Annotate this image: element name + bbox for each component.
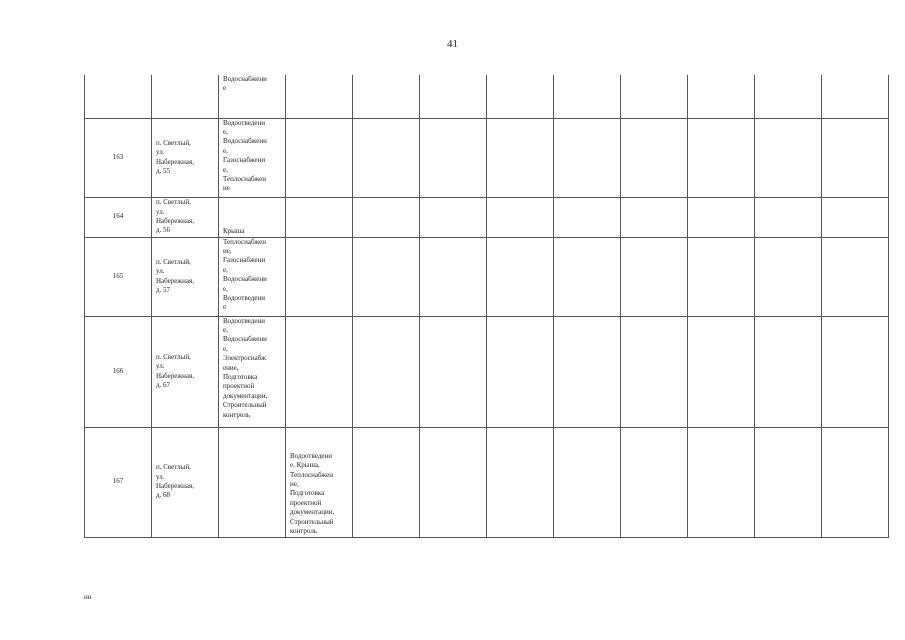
empty-cell	[554, 427, 621, 537]
row-number-cell: 167	[85, 427, 152, 537]
works-table	[84, 75, 889, 538]
empty-cell	[621, 75, 688, 118]
empty-cell	[353, 197, 420, 237]
empty-cell	[822, 316, 889, 427]
empty-cell	[755, 316, 822, 427]
empty-cell	[755, 197, 822, 237]
empty-cell	[420, 427, 487, 537]
empty-cell	[755, 427, 822, 537]
address-cell: п. Светлый, ул. Набережная, д. 55	[152, 118, 219, 197]
empty-cell	[621, 197, 688, 237]
table-row	[85, 427, 889, 537]
empty-cell	[822, 118, 889, 197]
empty-cell	[688, 197, 755, 237]
empty-cell	[554, 118, 621, 197]
empty-cell	[487, 237, 554, 316]
empty-cell	[487, 75, 554, 118]
works-cell: Водоотведени е, Водоснабжени е, Газоснабжени е, Теплоснабжен ие	[219, 118, 286, 197]
table-row	[85, 118, 889, 197]
empty-cell	[621, 316, 688, 427]
empty-cell	[420, 197, 487, 237]
empty-cell	[822, 237, 889, 316]
empty-cell	[554, 197, 621, 237]
works-cell: Крыша	[219, 197, 286, 237]
empty-cell	[353, 75, 420, 118]
works-cell	[219, 427, 286, 537]
empty-cell	[621, 427, 688, 537]
works-cell-2	[286, 75, 353, 118]
works-cell: Водоснабжени е	[219, 75, 286, 118]
address-cell: п. Светлый, ул. Набережная, д. 67	[152, 316, 219, 427]
works-cell: Водоотведени е, Водоснабжени е, Электроснабж ение, Подготовка проектной документации, Строительный контроль	[219, 316, 286, 427]
row-number-cell: 165	[85, 237, 152, 316]
empty-cell	[755, 118, 822, 197]
works-cell-2	[286, 118, 353, 197]
empty-cell	[822, 75, 889, 118]
table-row	[85, 316, 889, 427]
address-cell	[152, 75, 219, 118]
empty-cell	[822, 197, 889, 237]
empty-cell	[688, 237, 755, 316]
works-cell-2	[286, 237, 353, 316]
table-row	[85, 75, 889, 118]
row-number-cell	[85, 75, 152, 118]
empty-cell	[755, 237, 822, 316]
empty-cell	[353, 427, 420, 537]
empty-cell	[688, 427, 755, 537]
empty-cell	[420, 237, 487, 316]
empty-cell	[487, 118, 554, 197]
row-number-cell: 166	[85, 316, 152, 427]
page-number: 41	[447, 38, 458, 50]
works-cell-2	[286, 197, 353, 237]
empty-cell	[554, 316, 621, 427]
empty-cell	[688, 316, 755, 427]
empty-cell	[420, 75, 487, 118]
address-cell: п. Светлый, ул. Набережная, д. 68	[152, 427, 219, 537]
empty-cell	[621, 118, 688, 197]
empty-cell	[688, 118, 755, 197]
empty-cell	[755, 75, 822, 118]
empty-cell	[487, 427, 554, 537]
row-number-cell: 163	[85, 118, 152, 197]
empty-cell	[822, 427, 889, 537]
works-cell: Теплоснабжен ие, Газоснабжени е, Водоснабжени е, Водоотведени е	[219, 237, 286, 316]
empty-cell	[420, 316, 487, 427]
table-row	[85, 237, 889, 316]
empty-cell	[487, 316, 554, 427]
address-cell: п. Светлый, ул. Набережная, д. 57	[152, 237, 219, 316]
empty-cell	[688, 75, 755, 118]
row-number-cell: 164	[85, 197, 152, 237]
empty-cell	[621, 237, 688, 316]
empty-cell	[487, 197, 554, 237]
empty-cell	[554, 75, 621, 118]
empty-cell	[420, 118, 487, 197]
works-cell-2	[286, 316, 353, 427]
empty-cell	[353, 237, 420, 316]
empty-cell	[353, 118, 420, 197]
works-cell-2: Водоотведени е, Крыша, Теплоснабжен ие, Подготовка проектной документации, Строительный контроль	[286, 427, 353, 537]
address-cell: п. Светлый, ул. Набережная, д. 56	[152, 197, 219, 237]
table-row	[85, 197, 889, 237]
empty-cell	[554, 237, 621, 316]
footer-mark: нн	[84, 593, 92, 601]
empty-cell	[353, 316, 420, 427]
